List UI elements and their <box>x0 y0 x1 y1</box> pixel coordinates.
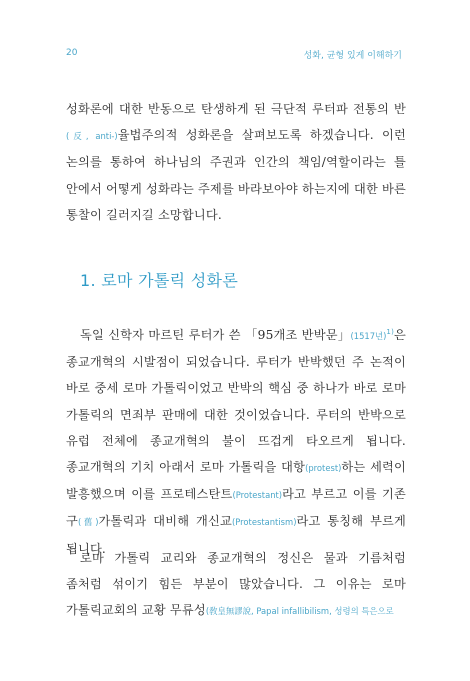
gloss-old: (舊) <box>77 517 99 528</box>
text-run: 율법주의적 성화론을 살펴보도록 하겠습니다. 이런 논의를 통하여 하나님의 주권과 인간의 책임/역할이라는 틀 안에서 어떻게 성화라는 주제를 바라보아야 하는지에 대한 바른 통찰이 길러지길 소망합니다. <box>66 128 406 222</box>
text-run: 독일 신학자 마르틴 루터가 쓴 「95개조 반박문」 <box>80 328 351 342</box>
gloss-protestantism: (Protestantism) <box>231 517 297 528</box>
body-paragraph-luther <box>66 322 406 562</box>
text-run: 라고 통칭해 부르게 됩니다. <box>66 514 406 556</box>
intro-paragraph <box>66 96 406 228</box>
gloss-protest: (protest) <box>305 463 342 474</box>
running-title: 성화, 균형 있게 이해하기 <box>303 51 402 61</box>
section-title: 1. 로마 가톨릭 성화론 <box>80 271 239 290</box>
body-paragraph-doctrine <box>66 545 406 625</box>
text-run: 성화론에 대한 반동으로 탄생하게 된 극단적 루터파 전통의 반 <box>66 102 406 116</box>
gloss-year: (1517년) <box>350 331 387 341</box>
gloss-papal-infallibility: (敎皇無謬說, Papal infallibilism, 성령의 특은으로 <box>205 606 394 617</box>
gloss-anti: (反, anti-) <box>66 131 118 142</box>
text-run: 하는 세력이 발흥했으며 이를 프로테스탄트 <box>66 460 406 502</box>
text-run: 로마 가톨릭 교리와 종교개혁의 정신은 물과 기름처럼 좀처럼 섞이기 힘든 부분이 많았습니다. 그 이유는 로마 가톨릭교회의 교황 무류성 <box>66 551 406 618</box>
text-run: 가톨릭과 대비해 개신교 <box>98 514 232 529</box>
gloss-protestant: (Protestant) <box>232 490 283 501</box>
text-run: 은 종교개혁의 시발점이 되었습니다. 루터가 반박했던 주 논적이 바로 중세 로마 가톨릭이었고 반박의 핵심 중 하나가 바로 로마 가톨릭의 면죄부 판매에 대한 것이었습니다. 루터의 반박으로 유럽 전체에 종교개혁의 불이 뜨겁게 타오르게 됩니다. 종교개혁의 기치 아래서 로마 가톨릭을 대항 <box>66 328 406 475</box>
page-header <box>66 48 402 62</box>
text-run: 라고 부르고 이를 기존 구 <box>66 487 406 529</box>
footnote-ref[interactable]: 1) <box>386 327 395 336</box>
page-number: 20 <box>66 48 78 58</box>
